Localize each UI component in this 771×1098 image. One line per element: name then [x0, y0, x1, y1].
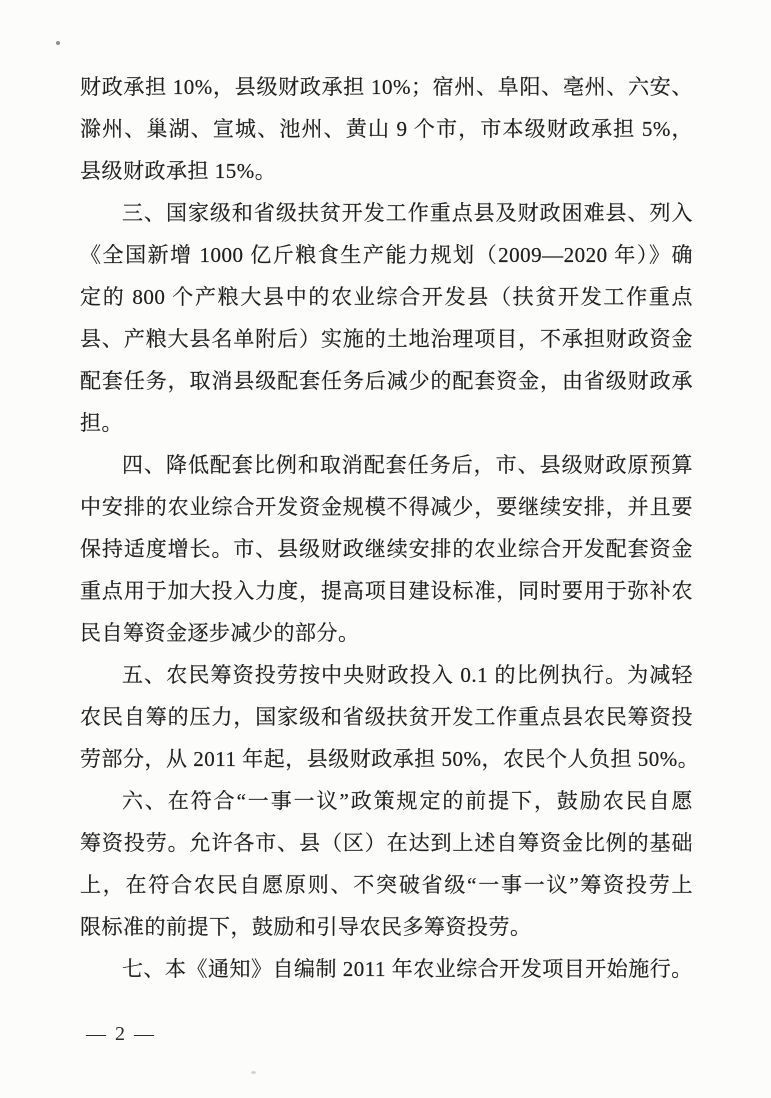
- text-line-item-7-1: 七、本《通知》自编制 2011 年农业综合开发项目开始施行。: [122, 957, 693, 981]
- text-line-intro-continued-3: 县级财政承担 15%。: [80, 159, 277, 183]
- text-line-item-5-1: 五、农民筹资投劳按中央财政投入 0.1 的比例执行。为减轻: [122, 663, 693, 687]
- text-line-intro-continued-2: 滁州、巢湖、宣城、池州、黄山 9 个市，市本级财政承担 5%，: [80, 117, 693, 141]
- text-line-item-3-4: 县、产粮大县名单附后）实施的土地治理项目，不承担财政资金: [80, 327, 693, 351]
- document-body: [80, 66, 700, 990]
- text-line-item-4-4: 重点用于加大投入力度，提高项目建设标准，同时要用于弥补农: [80, 579, 693, 603]
- text-line-item-6-2: 筹资投劳。允许各市、县（区）在达到上述自筹资金比例的基础: [80, 831, 693, 855]
- page-footer: [86, 1022, 156, 1046]
- text-line-item-5-2: 农民自筹的压力，国家级和省级扶贫开发工作重点县农民筹资投: [80, 705, 693, 729]
- text-line-item-4-5: 民自筹资金逐步减少的部分。: [80, 621, 360, 645]
- text-line-item-3-1: 三、国家级和省级扶贫开发工作重点县及财政困难县、列入: [122, 201, 693, 225]
- text-line-item-6-1: 六、在符合“一事一议”政策规定的前提下，鼓励农民自愿: [122, 789, 693, 813]
- text-line-item-3-5: 配套任务，取消县级配套任务后减少的配套资金，由省级财政承: [80, 369, 693, 393]
- text-line-item-3-2: 《全国新增 1000 亿斤粮食生产能力规划（2009—2020 年）》确: [80, 243, 693, 267]
- text-line-item-4-3: 保持适度增长。市、县级财政继续安排的农业综合开发配套资金: [80, 537, 693, 561]
- page-number: — 2 —: [86, 1023, 156, 1045]
- text-line-item-4-2: 中安排的农业综合开发资金规模不得减少，要继续安排，并且要: [80, 495, 693, 519]
- scan-speck: [56, 41, 60, 45]
- text-line-item-4-1: 四、降低配套比例和取消配套任务后，市、县级财政原预算: [122, 453, 693, 477]
- text-line-item-3-6: 担。: [80, 411, 123, 435]
- text-line-intro-continued-1: 财政承担 10%，县级财政承担 10%；宿州、阜阳、亳州、六安、: [80, 75, 693, 99]
- scan-speck: [251, 1071, 256, 1074]
- text-line-item-6-4: 限标准的前提下，鼓励和引导农民多筹资投劳。: [80, 915, 532, 939]
- text-line-item-5-3: 劳部分，从 2011 年起，县级财政承担 50%，农民个人负担 50%。: [80, 747, 700, 771]
- text-line-item-6-3: 上，在符合农民自愿原则、不突破省级“一事一议”筹资投劳上: [80, 873, 693, 897]
- text-line-item-3-3: 定的 800 个产粮大县中的农业综合开发县（扶贫开发工作重点: [80, 285, 693, 309]
